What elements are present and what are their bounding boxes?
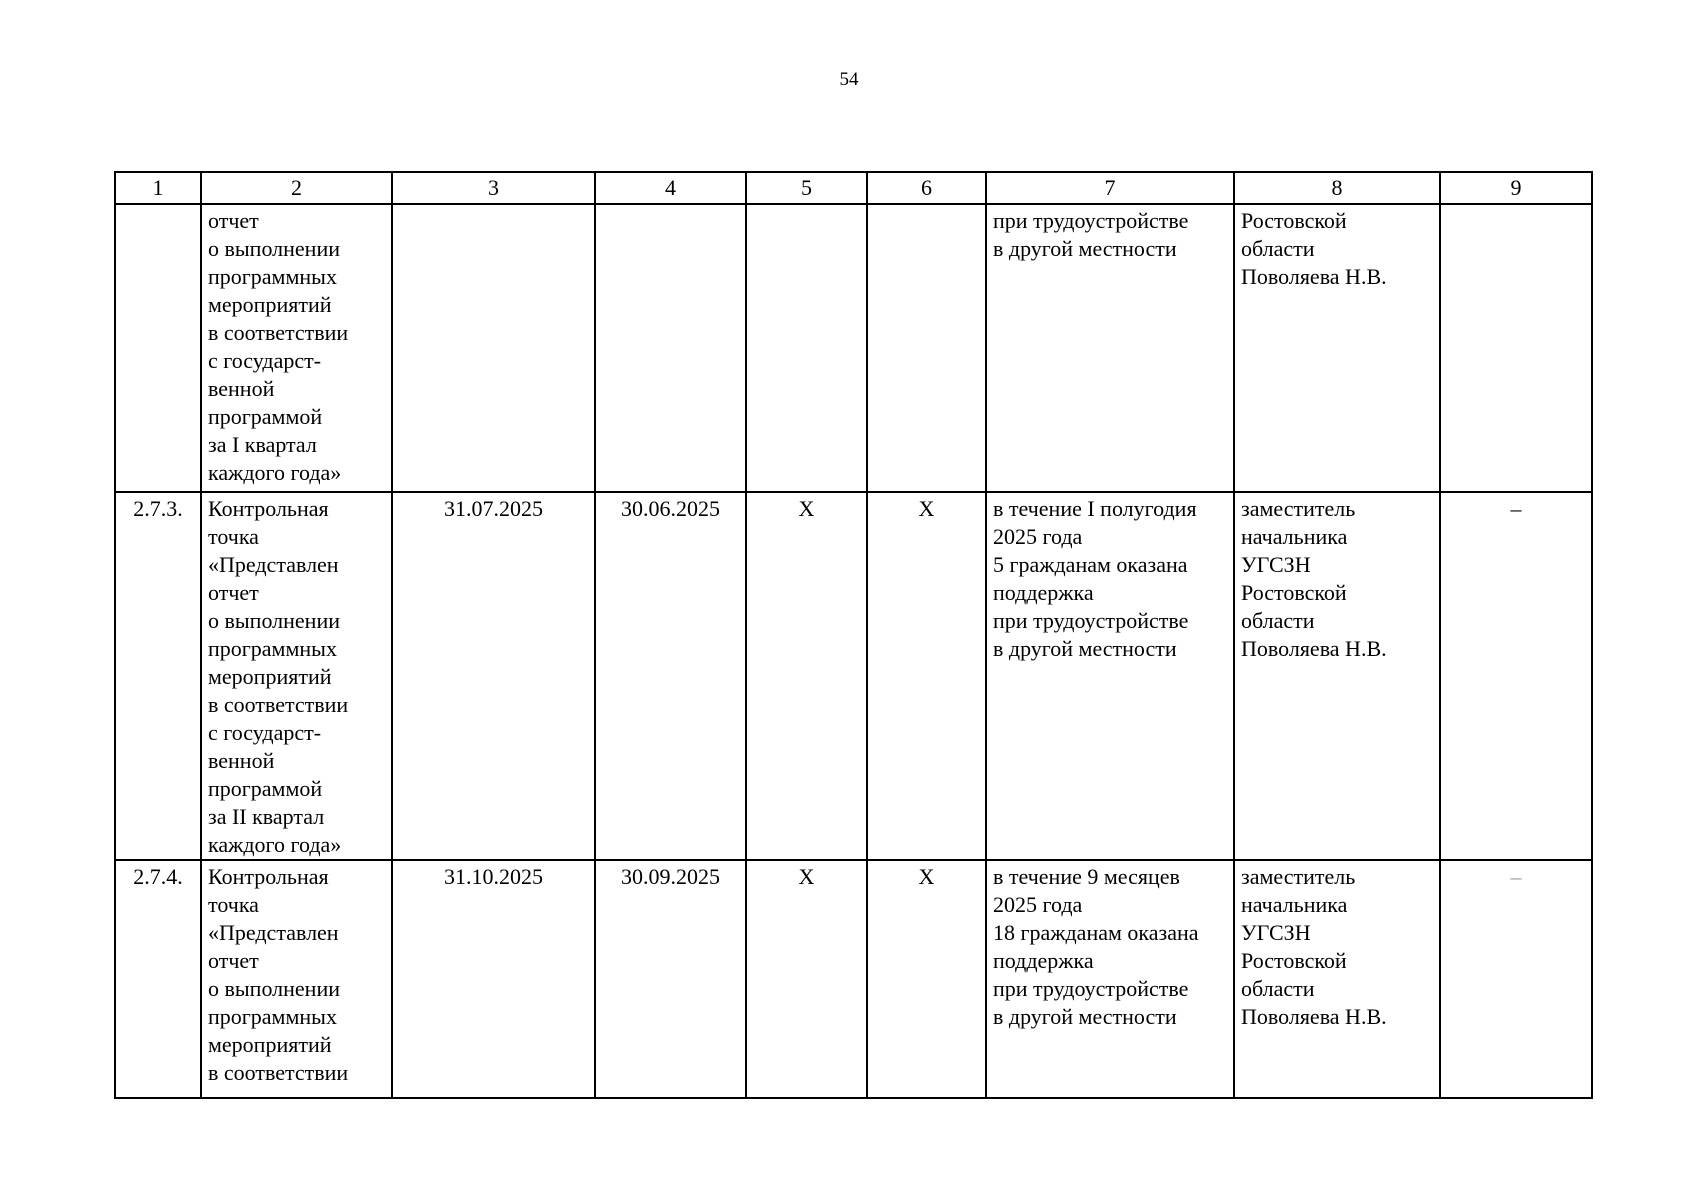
result-cell: при трудоустройстве в другой местности [986, 204, 1234, 492]
page-number: 54 [839, 69, 859, 90]
header-cell-6: 6 [867, 172, 986, 204]
date-cell: 31.10.2025 [392, 860, 595, 1098]
responsible-cell: заместитель начальника УГСЗН Ростовской области Поволяева Н.В. [1234, 492, 1440, 860]
header-cell-5: 5 [746, 172, 867, 204]
date-cell: 30.06.2025 [595, 492, 746, 860]
header-cell-1: 1 [115, 172, 201, 204]
header-cell-2: 2 [201, 172, 392, 204]
note-cell [1440, 204, 1592, 492]
plan-table [114, 171, 1593, 1099]
header-cell-4: 4 [595, 172, 746, 204]
table-row [115, 492, 1592, 860]
row-number-cell [115, 204, 201, 492]
header-cell-9: 9 [1440, 172, 1592, 204]
value-cell [746, 204, 867, 492]
result-cell: в течение I полугодия 2025 года 5 гражданам оказана поддержка при трудоустройстве в другой местности [986, 492, 1234, 860]
value-cell: X [867, 860, 986, 1098]
responsible-cell: заместитель начальника УГСЗН Ростовской области Поволяева Н.В. [1234, 860, 1440, 1098]
value-cell [867, 204, 986, 492]
value-cell: X [746, 860, 867, 1098]
date-cell [595, 204, 746, 492]
date-cell: 30.09.2025 [595, 860, 746, 1098]
header-cell-3: 3 [392, 172, 595, 204]
value-cell: X [746, 492, 867, 860]
row-number-cell: 2.7.3. [115, 492, 201, 860]
table-row [115, 860, 1592, 1098]
note-cell: – [1440, 492, 1592, 860]
table-row [115, 204, 1592, 492]
responsible-cell: Ростовской области Поволяева Н.В. [1234, 204, 1440, 492]
event-name-cell: Контрольная точка «Представлен отчет о выполнении программных мероприятий в соответствии с государст- венной программой за II квартал каждого года» [201, 492, 392, 860]
date-cell: 31.07.2025 [392, 492, 595, 860]
note-cell: – [1440, 860, 1592, 1098]
value-cell: X [867, 492, 986, 860]
date-cell [392, 204, 595, 492]
result-cell: в течение 9 месяцев 2025 года 18 гражданам оказана поддержка при трудоустройстве в другой местности [986, 860, 1234, 1098]
header-cell-8: 8 [1234, 172, 1440, 204]
header-row [115, 172, 1592, 204]
row-number-cell: 2.7.4. [115, 860, 201, 1098]
header-cell-7: 7 [986, 172, 1234, 204]
event-name-cell: отчет о выполнении программных мероприятий в соответствии с государст- венной программой за I квартал каждого года» [201, 204, 392, 492]
event-name-cell: Контрольная точка «Представлен отчет о выполнении программных мероприятий в соответствии [201, 860, 392, 1098]
